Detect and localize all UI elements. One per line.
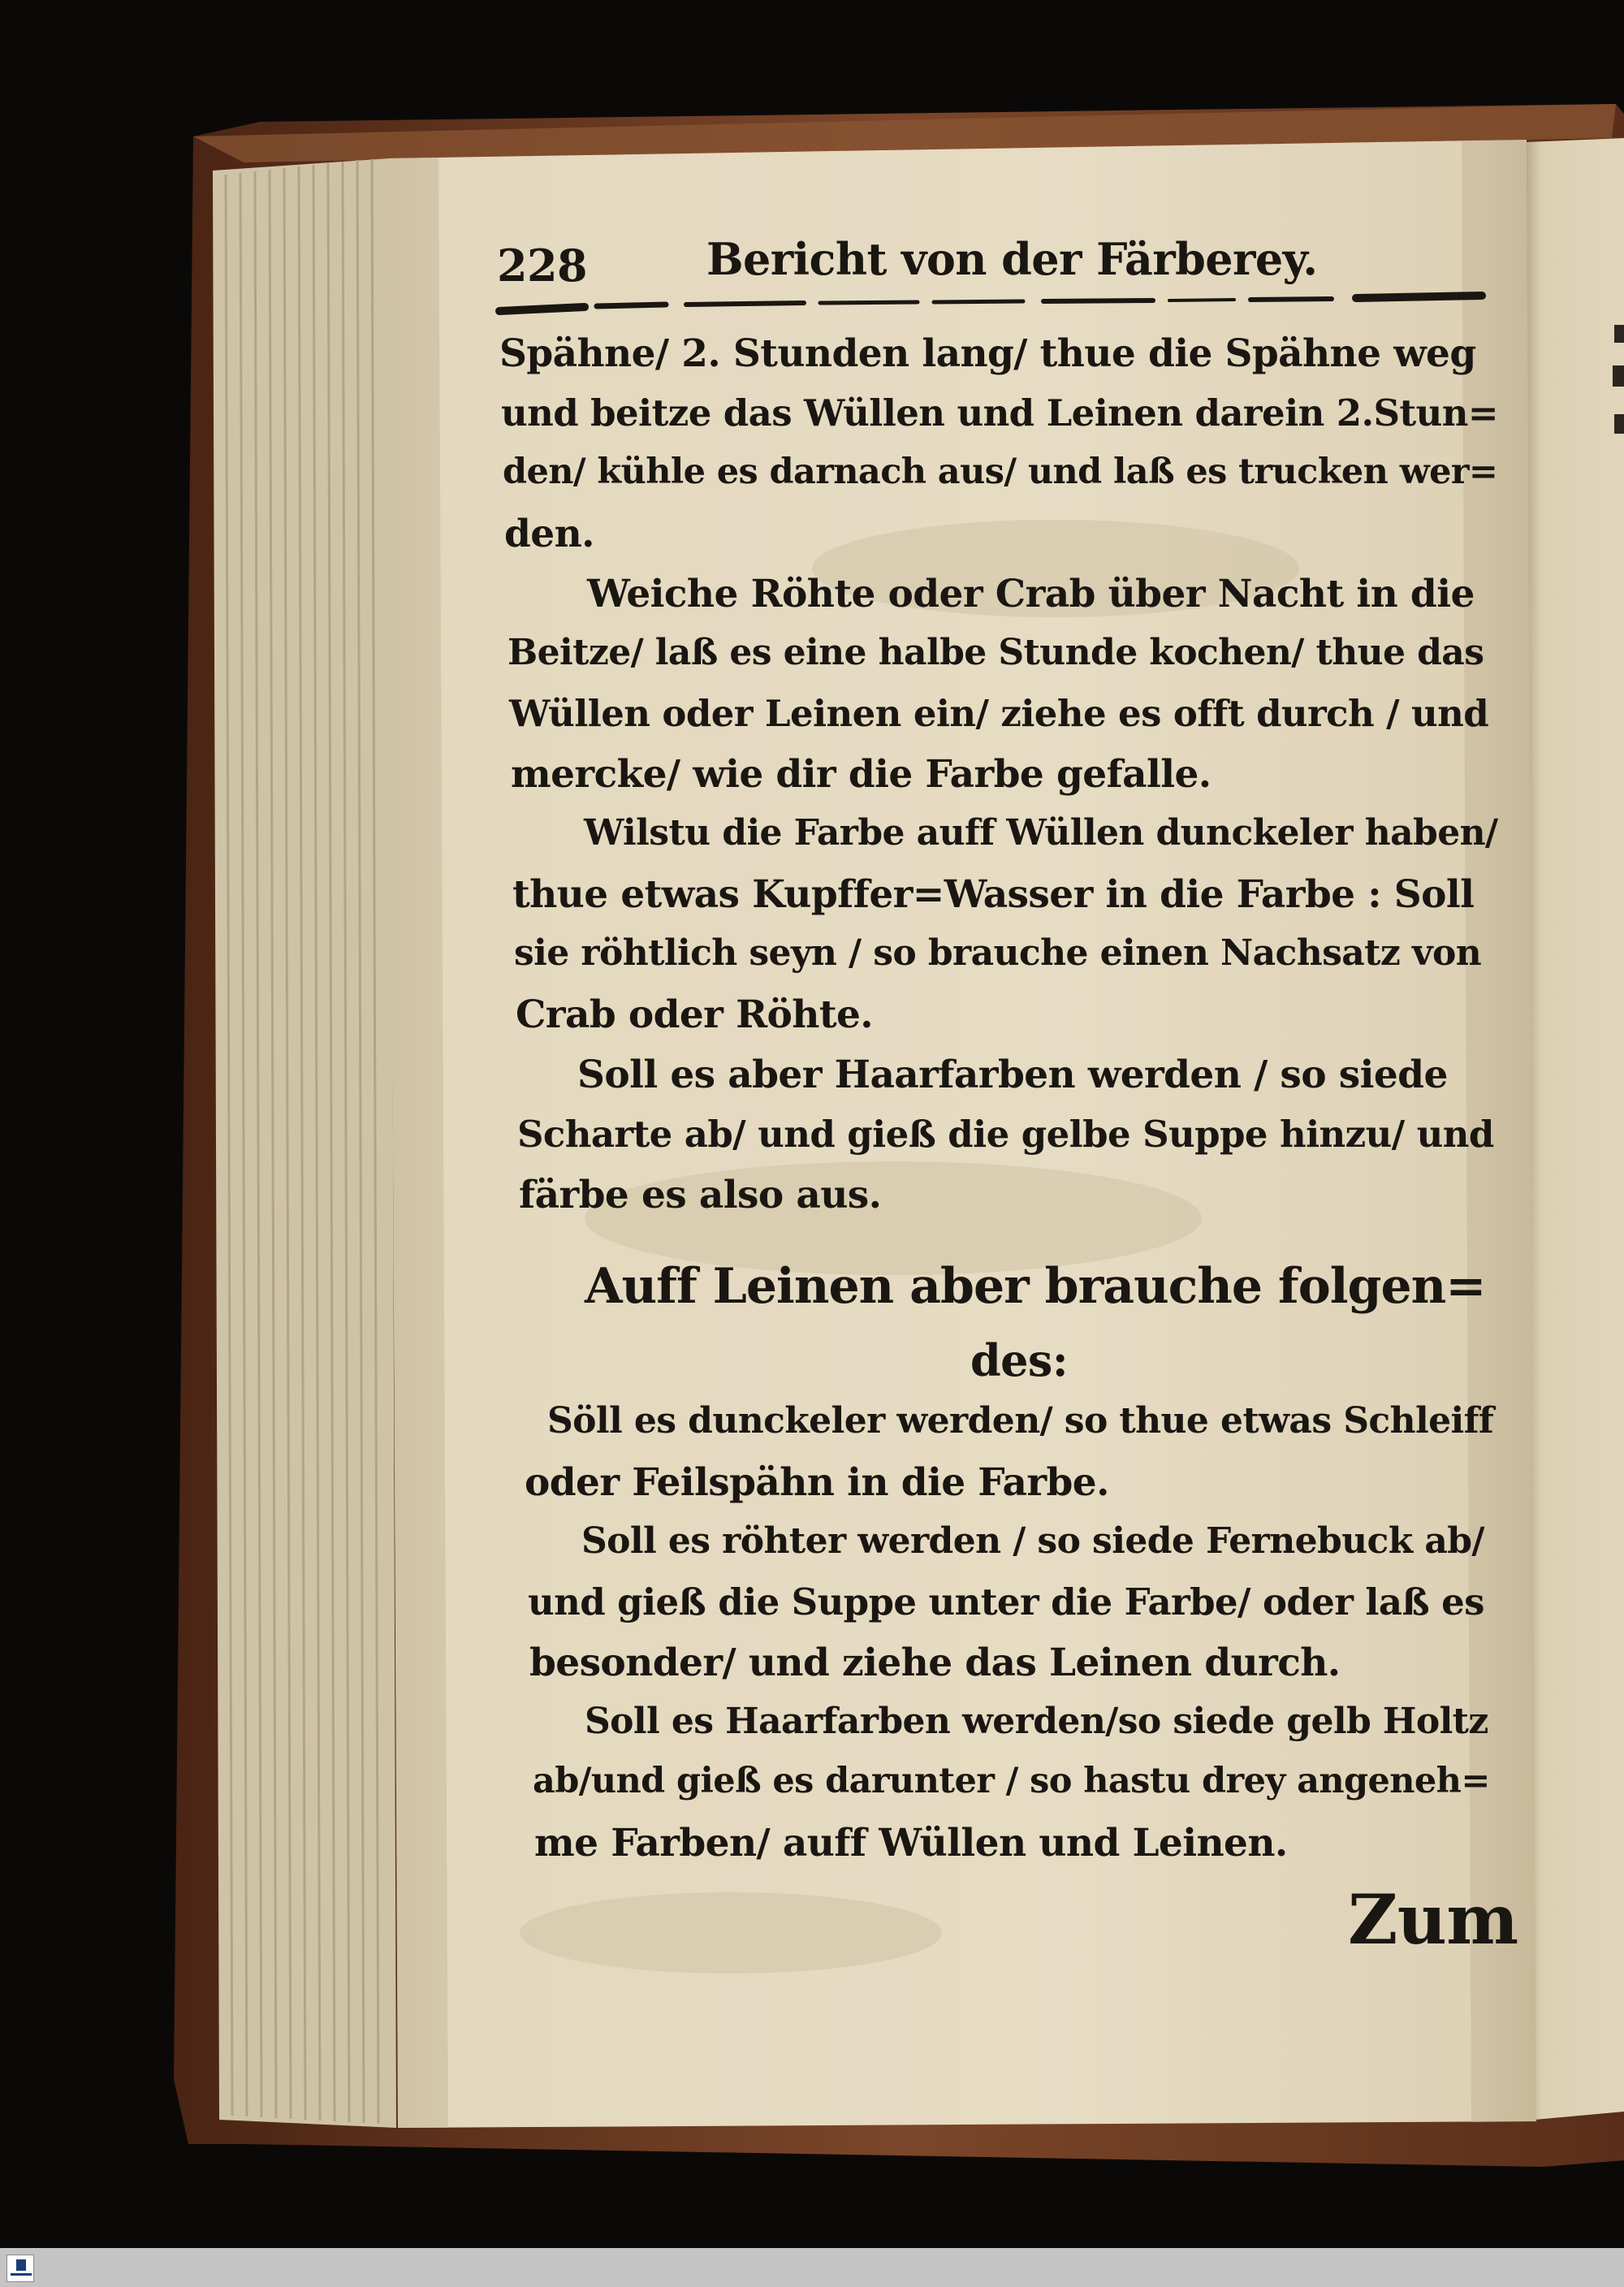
text-line: mercke/ wie dir die Farbe gefalle. (511, 752, 1212, 797)
text-line: besonder/ und ziehe das Leinen durch. (529, 1641, 1341, 1685)
text-line: Weiche Röhte oder Crab über Nacht in die (587, 572, 1475, 616)
text-line: und beitze das Wüllen und Leinen darein 2.Stun= (501, 391, 1498, 434)
page-number: 228 (497, 240, 587, 292)
section-heading: Auff Leinen aber brauche folgen= (585, 1258, 1486, 1315)
text-line: Scharte ab/ und gieß die gelbe Suppe hinzu/ und (517, 1113, 1494, 1156)
text-line: Wüllen oder Leinen ein/ ziehe es offt durch / und (509, 692, 1489, 735)
text-line: Beitze/ laß es eine halbe Stunde kochen/ thue das (508, 632, 1484, 673)
text-line: oder Feilspähn in die Farbe. (525, 1460, 1109, 1505)
catchword: Zum (1348, 1879, 1518, 1960)
text-line: Spähne/ 2. Stunden lang/ thue die Spähne weg (499, 331, 1476, 376)
text-line: me Farben/ auff Wüllen und Leinen. (534, 1821, 1288, 1865)
viewer-footer-bar (0, 2248, 1624, 2287)
text-line: den. (504, 512, 594, 556)
text-line: ab/und gieß es darunter / so hastu drey angeneh= (533, 1761, 1490, 1801)
text-line: Crab oder Röhte. (516, 992, 874, 1037)
text-line: den/ kühle es darnach aus/ und laß es trucken wer= (503, 452, 1498, 492)
text-line: Soll es aber Haarfarben werden / so siede (577, 1053, 1448, 1097)
text-line: sie röhtlich seyn / so brauche einen Nachsatz von (514, 932, 1482, 974)
text-line: Soll es Haarfarben werden/so siede gelb Holtz (585, 1701, 1488, 1742)
text-line: thue etwas Kupffer=Wasser in die Farbe : Soll (512, 872, 1475, 917)
text-line: Soll es röhter werden / so siede Fernebuck ab/ (581, 1520, 1484, 1562)
text-line: Söll es dunckeler werden/ so thue etwas Schleiff (547, 1400, 1494, 1442)
running-head: Bericht von der Färberey. (706, 233, 1318, 285)
library-logo-icon[interactable] (6, 2255, 34, 2282)
section-heading-continuation: des: (970, 1334, 1069, 1386)
text-line: färbe es also aus. (519, 1173, 882, 1217)
text-line: Wilstu die Farbe auff Wüllen dunckeler haben/ (584, 812, 1498, 854)
text-line: und gieß die Suppe unter die Farbe/ oder laß es (528, 1580, 1484, 1623)
